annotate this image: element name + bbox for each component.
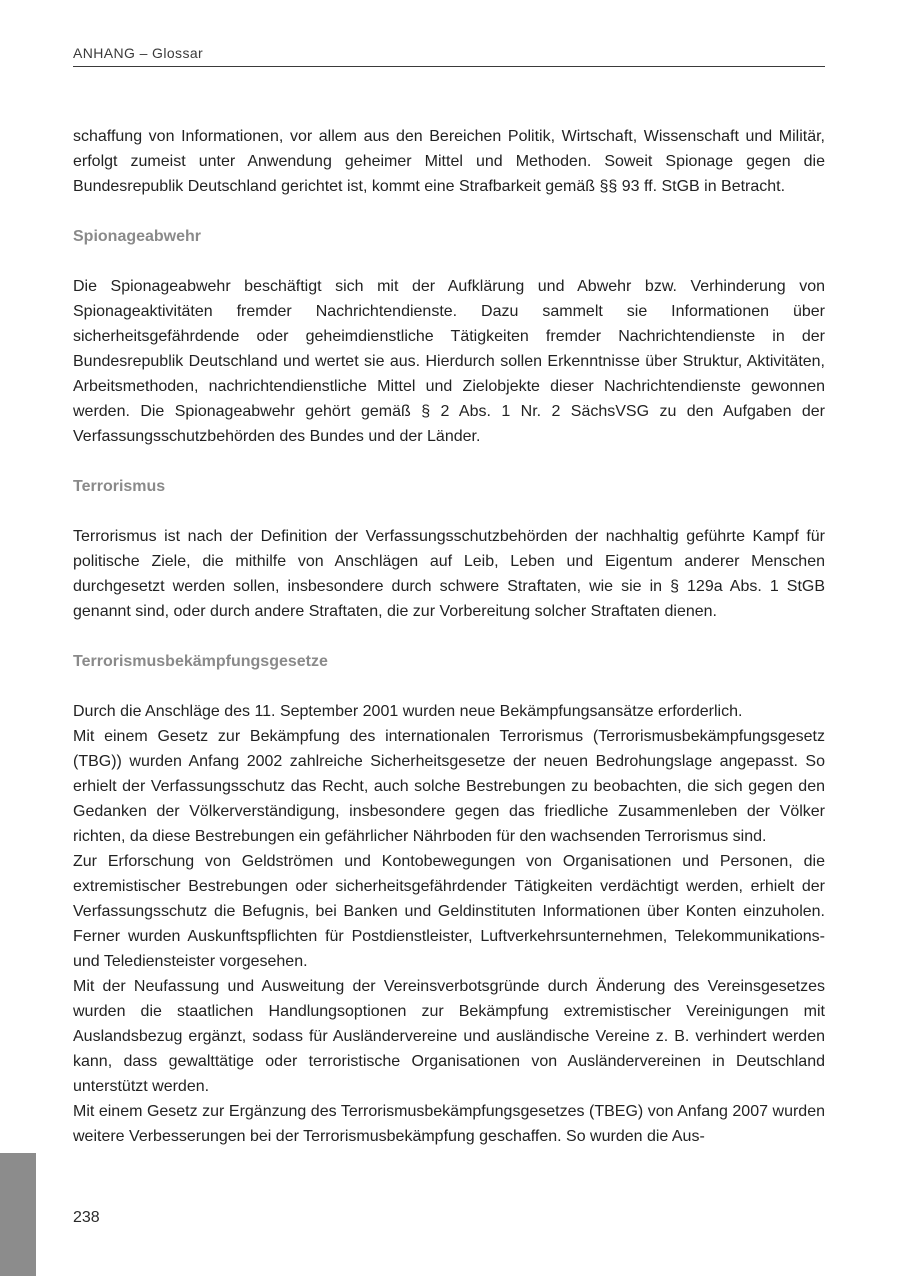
spacer — [73, 249, 825, 274]
section-heading-terrorismusbekaempfungsgesetze: Terrorismusbekämpfungsgesetze — [73, 653, 328, 670]
header-title: ANHANG – Glossar — [73, 45, 204, 61]
running-header — [73, 44, 825, 67]
section-paragraph: Durch die Anschläge des 11. September 2001 wurden neue Bekämpfungsansätze erforderlich. — [73, 703, 743, 720]
side-thumb-tab — [0, 1153, 36, 1276]
section-paragraph: Mit der Neufassung und Ausweitung der Vereinsverbotsgründe durch Änderung des Vereinsgesetzes wurden die staatlichen Handlungsoptionen zur Bekämpfung extremistischer Vereinigungen mit Auslandsbezug ergänzt, sodass für Ausländervereine und ausländische Vereine z. B. verhindert werden kann, dass gewalttätige oder terroristische Organisationen von Ausländervereinen in Deutschland unterstützt werden. — [73, 978, 825, 1095]
section-heading-spionageabwehr: Spionageabwehr — [73, 228, 202, 245]
spacer — [73, 499, 825, 524]
section-paragraph: Mit einem Gesetz zur Bekämpfung des internationalen Terrorismus (Terrorismusbekämpfungsgesetz (TBG)) wurden Anfang 2002 zahlreiche Sicherheitsgesetze der neuen Bedrohungslage angepasst. So erhielt der Verfassungsschutz das Recht, auch solche Bestrebungen zu beobachten, die sich gegen den Gedanken der Völkerverständigung, insbesondere gegen das friedliche Zusammenleben der Völker richten, da diese Bestrebungen ein gefährlicher Nährboden für den wachsenden Terrorismus sind. — [73, 728, 825, 845]
page-number: 238 — [73, 1209, 100, 1226]
intro-paragraph: schaffung von Informationen, vor allem aus den Bereichen Politik, Wirtschaft, Wissenschaft und Militär, erfolgt zumeist unter Anwendung geheimer Mittel und Methoden. Soweit Spionage gegen die Bundesrepublik Deutschland gerichtet ist, kommt eine Strafbarkeit gemäß §§ 93 ff. StGB in Betracht. — [73, 128, 825, 195]
spacer — [73, 674, 825, 699]
section-paragraph: Mit einem Gesetz zur Ergänzung des Terrorismusbekämpfungsgesetzes (TBEG) von Anfang 2007 wurden weitere Verbesserungen bei der Terrorismusbekämpfung geschaffen. So wurden die Aus- — [73, 1103, 825, 1145]
spacer — [73, 624, 825, 649]
section-heading-terrorismus: Terrorismus — [73, 478, 166, 495]
section-paragraph: Zur Erforschung von Geldströmen und Kontobewegungen von Organisationen und Personen, die extremistischer Bestrebungen oder sicherheitsgefährdender Tätigkeiten verdächtigt werden, erhielt der Verfassungsschutz die Befugnis, bei Banken und Geldinstituten Informationen über Konten einzuholen. Ferner wurden Auskunftspflichten für Postdienstleister, Luftverkehrsunternehmen, Telekommunikations- und Telediensteister vorgesehen. — [73, 853, 825, 970]
section-paragraph: Die Spionageabwehr beschäftigt sich mit der Aufklärung und Abwehr bzw. Verhinderung von Spionageaktivitäten fremder Nachrichtendienste. Dazu sammelt sie Informationen über sicherheitsgefährdende oder geheimdienstliche Tätigkeiten fremder Nachrichtendienste in der Bundesrepublik Deutschland und wertet sie aus. Hierdurch sollen Erkenntnisse über Struktur, Aktivitäten, Arbeitsmethoden, nachrichtendienstliche Mittel und Zielobjekte dieser Nachrichtendienste gewonnen werden. Die Spionageabwehr gehört gemäß § 2 Abs. 1 Nr. 2 SächsVSG zu den Aufgaben der Verfassungsschutzbehörden des Bundes und der Länder. — [73, 278, 825, 445]
document-body — [73, 124, 825, 1149]
spacer — [73, 199, 825, 224]
spacer — [73, 449, 825, 474]
section-paragraph: Terrorismus ist nach der Definition der Verfassungsschutzbehörden der nachhaltig geführte Kampf für politische Ziele, die mithilfe von Anschlägen auf Leib, Leben und Eigentum anderer Menschen durchgesetzt werden sollen, insbesondere durch schwere Straftaten, wie sie in § 129a Abs. 1 StGB genannt sind, oder durch andere Straftaten, die zur Vorbereitung solcher Straftaten dienen. — [73, 528, 825, 620]
